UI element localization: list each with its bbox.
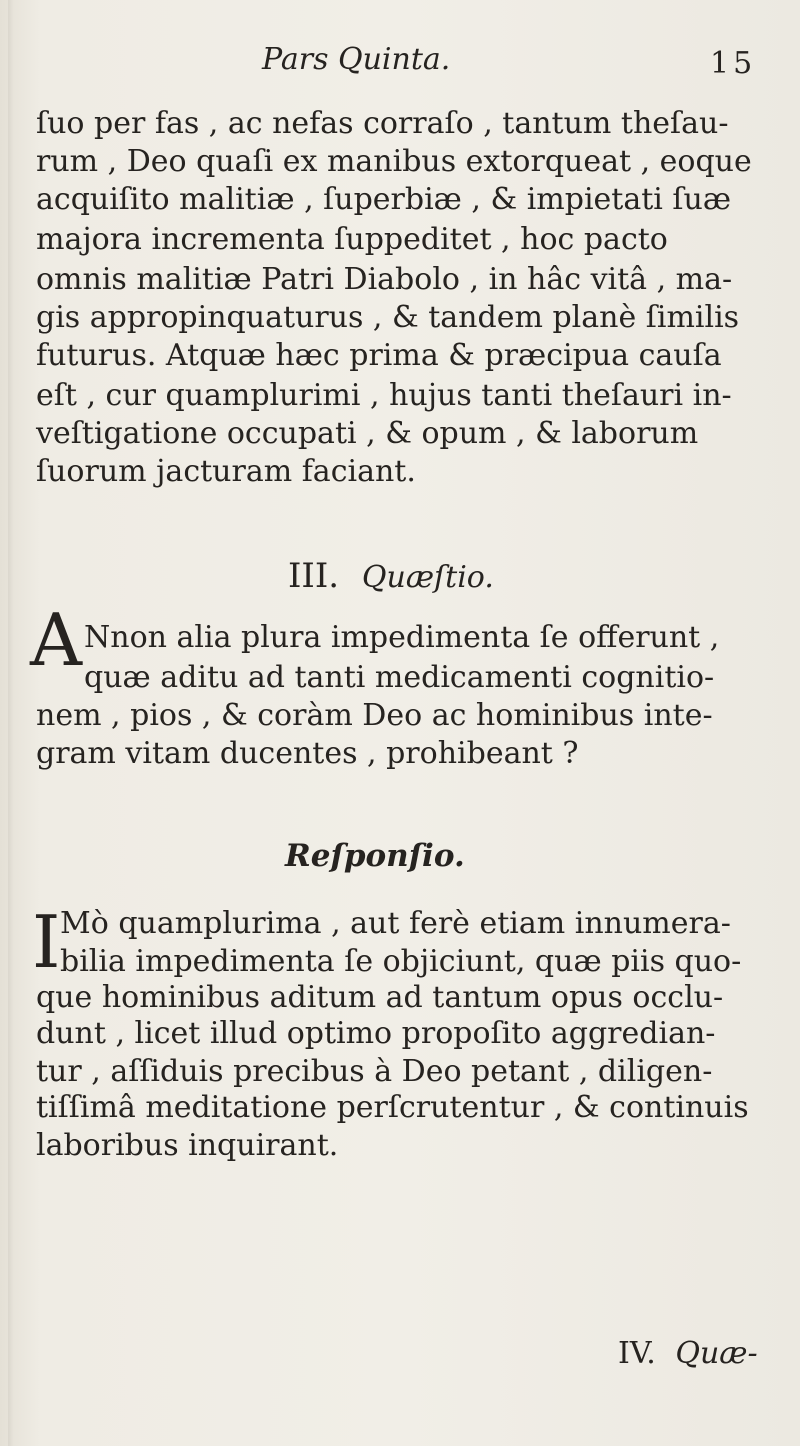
text-line: bilia impedimenta ſe objiciunt, quæ piis quo- [60,944,742,979]
text-line: quæ aditu ad tanti medicamenti cognitio- [84,660,715,695]
text-line: ſuo per fas , ac nefas corraſo , tantum theſau- [36,106,729,141]
text-line: Nnon alia plura impedimenta ſe offerunt , [84,620,720,655]
catchword-number: IV. [618,1336,656,1371]
text-line: Mò quamplurima , aut ferè etiam innumera- [60,906,731,941]
page-number: 15 [710,46,757,81]
text-line: omnis malitiæ Patri Diabolo , in hâc vitâ , ma- [36,262,733,297]
running-header [0,42,800,92]
question-heading [288,556,494,596]
question-number: III. [288,556,340,596]
text-line: acquiſito malitiæ , ſuperbiæ , & impietati ſuæ [36,182,732,217]
text-line: rum , Deo quaſi ex manibus extorqueat , eoque [36,144,752,179]
text-line: laboribus inquirant. [36,1128,339,1163]
question-dropcap: A [30,598,82,682]
text-line: dunt , licet illud optimo propoſito aggredian- [36,1016,716,1051]
catchword-label: Quæ- [675,1336,758,1371]
response-heading: Reſponſio. [285,838,465,874]
question-label: Quæſtio. [361,560,494,595]
response-dropcap: I [32,900,61,984]
running-title: Pars Quinta. [262,42,451,77]
text-line: ſuorum jacturam faciant. [36,454,416,489]
text-line: tur , aſſiduis precibus à Deo petant , diligen- [36,1054,713,1089]
text-line: veſtigatione occupati , & opum , & laborum [36,416,699,451]
text-line: tiſſimâ meditatione perſcrutentur , & continuis [36,1090,749,1125]
text-line: futurus. Atquæ hæc prima & præcipua cauſa [36,338,722,373]
text-line: nem , pios , & coràm Deo ac hominibus inte- [36,698,713,733]
text-line: que hominibus aditum ad tantum opus occlu- [36,980,724,1015]
text-line: gram vitam ducentes , prohibeant ? [36,736,579,771]
text-line: majora incrementa ſuppeditet , hoc pacto [36,222,668,257]
text-line: gis appropinquaturus , & tandem planè ſimilis [36,300,740,335]
page-spine-shadow [8,0,14,1446]
text-line: eſt , cur quamplurimi , hujus tanti theſauri in- [36,378,732,413]
catchword [618,1336,758,1371]
